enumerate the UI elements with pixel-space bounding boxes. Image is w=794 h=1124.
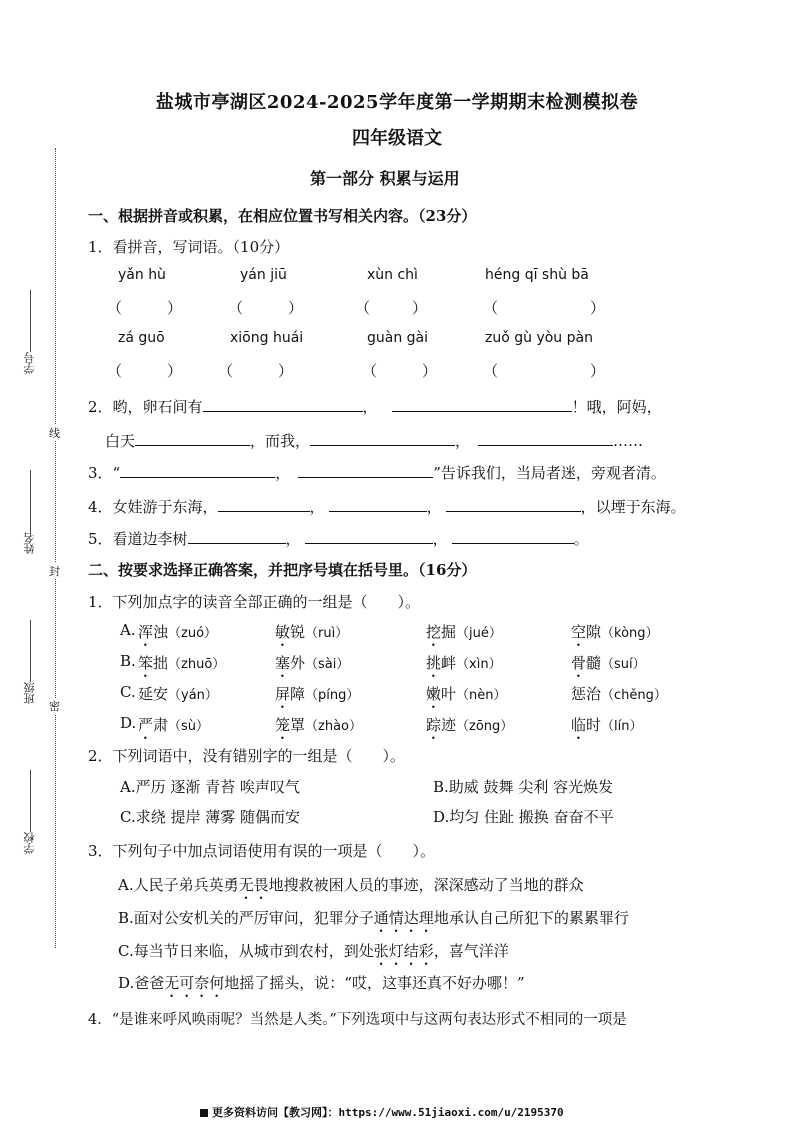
- answer-paren-close: ）: [422, 362, 438, 380]
- s2-q4-prompt: 4．“是谁来呼风唤雨呢？当然是人类。”下列选项中与这两句表达形式不相同的一项是: [88, 1012, 627, 1028]
- s2-q1-word: [138, 652, 225, 681]
- s2-q1-word: [571, 652, 646, 681]
- s1-q4: 4．女娃游于东海， ， ， ，以堙于东海。: [88, 498, 686, 516]
- fill-blank[interactable]: [329, 497, 427, 512]
- pinyin: guàn gài: [367, 330, 429, 346]
- s1-q5: 5．看道边李树 ， ， 。: [88, 530, 589, 548]
- dotted-char: 临: [571, 716, 587, 734]
- school-label: 学校: [23, 832, 36, 854]
- fill-blank[interactable]: [298, 463, 433, 478]
- s2-q1-word: [275, 652, 349, 681]
- student-id-label: 学号: [23, 352, 36, 374]
- binding-mark-secret: 密: [49, 700, 60, 713]
- word-rest: 时: [586, 716, 602, 734]
- exam-title: 盐城市亭湖区2024-2025学年度第一学期期末检测模拟卷: [155, 92, 639, 113]
- dotted-char: 塞: [275, 654, 291, 672]
- fill-blank[interactable]: [478, 431, 613, 446]
- section1-heading: 一、根据拼音或积累，在相应位置书写相关内容。（23分）: [88, 207, 477, 225]
- s2-q1-word: [138, 683, 218, 712]
- s2-q1-word: [138, 621, 217, 650]
- word-rest: 延安: [138, 685, 169, 703]
- pinyin-reading: （kòng）: [601, 626, 659, 641]
- s2-q1-word: [571, 714, 643, 743]
- pinyin-reading: （píng）: [305, 688, 360, 703]
- word-rest: 叶: [441, 685, 457, 703]
- s2-q1-word: [571, 621, 659, 650]
- name-field[interactable]: [30, 470, 32, 532]
- s2-q1-word: [571, 683, 667, 712]
- binding-dotted-line: [55, 148, 56, 948]
- fill-blank[interactable]: [310, 431, 455, 446]
- pinyin-reading: （zhào）: [305, 719, 363, 734]
- pinyin-reading: （sù）: [168, 719, 210, 734]
- pinyin: yán jiū: [240, 267, 287, 283]
- word-rest: 浊: [153, 623, 169, 641]
- pinyin-reading: （nèn）: [456, 688, 507, 703]
- s1-q3: 3．“ ， ”告诉我们，当局者迷，旁观者清。: [88, 464, 666, 482]
- answer-paren-open: （: [228, 299, 244, 317]
- dotted-char: 挑: [426, 654, 442, 672]
- s2-q3-option-a[interactable]: A.人民子弟兵英勇无畏地搜救被困人员的事迹，深深感动了当地的群众: [118, 876, 584, 894]
- pinyin-reading: （chěng）: [601, 688, 667, 703]
- exam-subject: 四年级语文: [352, 128, 442, 149]
- flag-icon: [200, 1109, 208, 1117]
- word-rest: 掘: [441, 623, 457, 641]
- answer-paren-open: （: [107, 362, 123, 380]
- fill-blank[interactable]: [452, 529, 574, 544]
- binding-mark-seal: 封: [49, 565, 60, 578]
- s1-q1-prompt: 1．看拼音，写词语。（10分）: [88, 238, 290, 256]
- answer-paren-open: （: [362, 362, 378, 380]
- dotted-char: 挖: [426, 623, 442, 641]
- s2-q2-option-b[interactable]: B.助威 鼓舞 尖利 容光焕发: [433, 778, 614, 796]
- s2-q1-word: [426, 621, 502, 650]
- s2-q1-option-letter[interactable]: A.: [120, 621, 136, 639]
- fill-blank[interactable]: [392, 397, 572, 412]
- answer-paren-close: ）: [590, 362, 606, 380]
- s2-q3-option-b[interactable]: B.面对公安机关的严厉审问，犯罪分子通情达理地承认自己所犯下的累累罪行: [118, 909, 629, 927]
- s2-q1-word: [426, 714, 513, 743]
- pinyin-reading: （zuó）: [168, 626, 218, 641]
- fill-blank[interactable]: [218, 497, 310, 512]
- pinyin-reading: （ruì）: [305, 626, 349, 641]
- answer-paren-open: （: [355, 299, 371, 317]
- fill-blank[interactable]: [135, 431, 250, 446]
- fill-blank[interactable]: [203, 397, 363, 412]
- pinyin-reading: （zōng）: [456, 719, 514, 734]
- s1-q2-line2: 白天 ，而我， ， ……: [105, 432, 644, 450]
- word-rest: 罩: [290, 716, 306, 734]
- s2-q1-option-letter[interactable]: B.: [120, 652, 136, 670]
- s2-q2-option-a[interactable]: A.严历 逐渐 青苔 唉声叹气: [120, 778, 300, 796]
- word-rest: 拙: [153, 654, 169, 672]
- s2-q2-option-d[interactable]: D.均匀 住趾 搬换 奋奋不平: [433, 808, 614, 826]
- dotted-char: 笨: [138, 654, 154, 672]
- dotted-char: 屏: [275, 685, 291, 703]
- pinyin-reading: （xìn）: [456, 657, 502, 672]
- dotted-char: 骨: [571, 654, 587, 672]
- answer-paren-close: ）: [278, 362, 294, 380]
- part-title: 第一部分 积累与运用: [310, 169, 460, 188]
- s1-q2-line1: 2．哟，卵石间有 ， ！哦，阿妈，: [88, 398, 662, 416]
- answer-paren-close: ）: [167, 362, 183, 380]
- student-id-field[interactable]: [30, 290, 32, 352]
- s2-q1-option-letter[interactable]: D.: [120, 714, 137, 732]
- binding-mark-line: 线: [49, 427, 60, 440]
- s2-q1-word: [138, 714, 209, 743]
- answer-paren-open: （: [218, 362, 234, 380]
- s2-q1-word: [426, 652, 502, 681]
- fill-blank[interactable]: [305, 529, 433, 544]
- class-label: 班级: [23, 682, 36, 704]
- pinyin: xiōng huái: [230, 330, 304, 346]
- word-rest: 惩治: [571, 685, 602, 703]
- s2-q1-prompt: 1．下列加点字的读音全部正确的一组是（ ）。: [88, 593, 421, 611]
- word-rest: 障: [290, 685, 306, 703]
- s2-q2-prompt: 2．下列词语中，没有错别字的一组是（ ）。: [88, 747, 406, 765]
- dotted-char: 嫩: [426, 685, 442, 703]
- dotted-char: 敏: [275, 623, 291, 641]
- pinyin: zuǒ gù yòu pàn: [485, 330, 593, 346]
- dotted-char: 空: [571, 623, 587, 641]
- answer-paren-close: ）: [167, 299, 183, 317]
- pinyin-reading: （suí）: [601, 657, 646, 672]
- pinyin-reading: （lín）: [601, 719, 643, 734]
- word-rest: 衅: [441, 654, 457, 672]
- name-label: 姓名: [23, 532, 36, 554]
- pinyin-reading: （zhuō）: [168, 657, 226, 672]
- pinyin: zá guō: [118, 330, 165, 346]
- word-rest: 迹: [441, 716, 457, 734]
- s2-q1-option-letter[interactable]: C.: [120, 683, 136, 701]
- answer-paren-close: ）: [288, 299, 304, 317]
- pinyin-reading: （yán）: [168, 688, 218, 703]
- answer-paren-open: （: [107, 299, 123, 317]
- s2-q1-word: [275, 714, 362, 743]
- word-rest: 髓: [586, 654, 602, 672]
- answer-paren-close: ）: [590, 299, 606, 317]
- s2-q2-option-c[interactable]: C.求绕 提岸 薄雾 随偶而安: [120, 808, 301, 826]
- word-rest: 外: [290, 654, 306, 672]
- dotted-char: 浑: [138, 623, 154, 641]
- section2-heading: 二、按要求选择正确答案，并把序号填在括号里。（16分）: [88, 561, 477, 579]
- dotted-char: 严: [138, 716, 154, 734]
- pinyin: yǎn hù: [118, 267, 166, 283]
- answer-paren-open: （: [483, 299, 499, 317]
- dotted-char: 踪: [426, 716, 442, 734]
- s2-q1-word: [426, 683, 507, 712]
- word-rest: 隙: [586, 623, 602, 641]
- footer-link[interactable]: 更多资料访问【教习网】：https://www.51jiaoxi.com/u/2195370: [200, 1104, 564, 1120]
- school-field[interactable]: [30, 770, 32, 832]
- s2-q3-option-c[interactable]: C.每当节日来临，从城市到农村，到处张灯结彩，喜气洋洋: [118, 942, 509, 960]
- fill-blank[interactable]: [446, 497, 581, 512]
- fill-blank[interactable]: [120, 463, 275, 478]
- s2-q3-prompt: 3．下列句子中加点词语使用有误的一项是（ ）。: [88, 842, 436, 860]
- word-rest: 肃: [153, 716, 169, 734]
- fill-blank[interactable]: [188, 529, 286, 544]
- pinyin-reading: （jué）: [456, 626, 502, 641]
- answer-paren-close: ）: [412, 299, 428, 317]
- class-field[interactable]: [30, 620, 32, 682]
- s2-q1-word: [275, 621, 348, 650]
- s2-q1-word: [275, 683, 359, 712]
- dotted-char: 笼: [275, 716, 291, 734]
- pinyin-reading: （sài）: [305, 657, 350, 672]
- s2-q3-option-d[interactable]: D.爸爸无可奈何地摇了摇头，说：“哎，这事还真不好办哪！”: [118, 974, 525, 992]
- word-rest: 锐: [290, 623, 306, 641]
- pinyin: héng qī shù bā: [485, 267, 589, 283]
- answer-paren-open: （: [483, 362, 499, 380]
- pinyin: xùn chì: [367, 267, 418, 283]
